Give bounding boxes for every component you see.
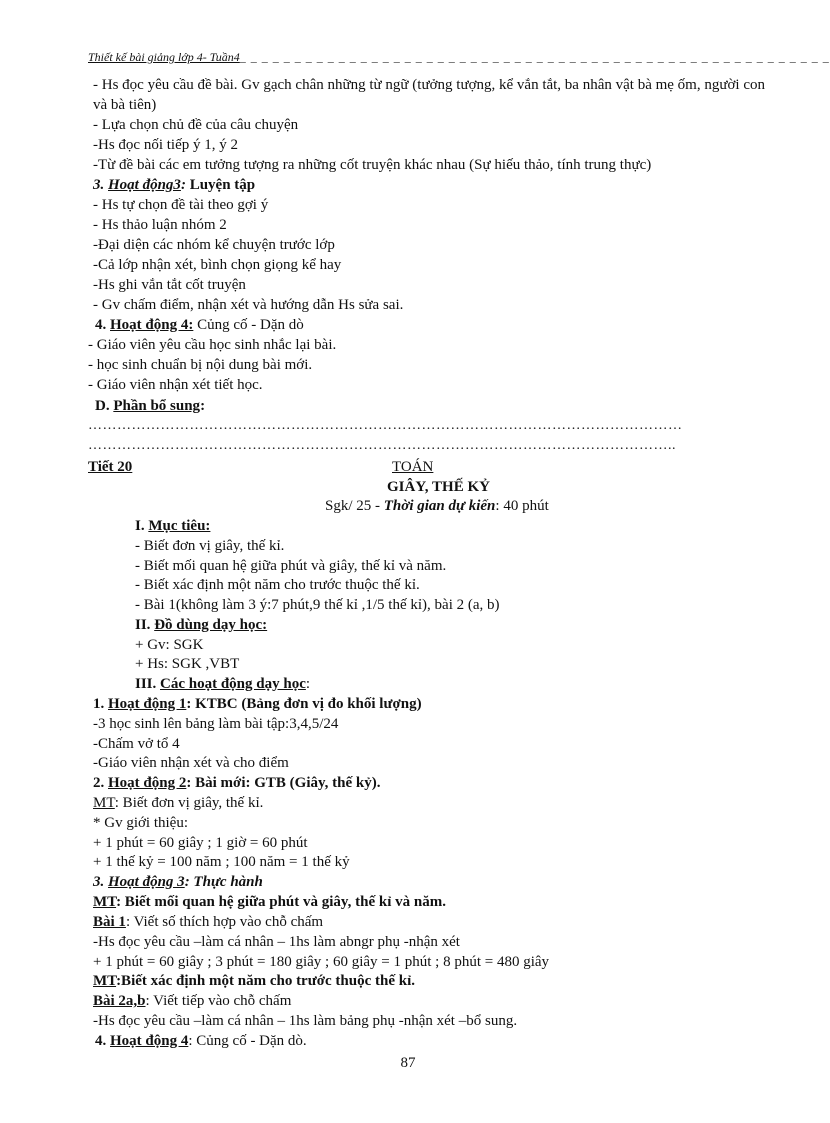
text-line: - Hs đọc yêu cầu đề bài. Gv gạch chân những từ ngữ (tưởng tượng, kể vắn tắt, ba nhân vật bà mẹ ốm, người con và bà tiên) xyxy=(93,77,765,113)
text-line: - Biết đơn vị giây, thế kỉ. xyxy=(135,538,285,554)
text-line: - Biết xác định một năm cho trước thuộc thế kỉ. xyxy=(135,577,420,593)
exercise-heading: Bài 1: Viết số thích hợp vào chỗ chấm xyxy=(93,914,324,930)
subject-title: TOÁN xyxy=(392,459,434,475)
text-line: + 1 phút = 60 giây ; 3 phút = 180 giây ; 60 giây = 1 phút ; 8 phút = 480 giây xyxy=(93,954,550,970)
text-line: + Hs: SGK ,VBT xyxy=(135,656,240,672)
page-number: 87 xyxy=(400,1055,416,1071)
activity-heading: 2. Hoạt động 2: Bài mới: GTB (Giây, thế kỷ). xyxy=(93,775,381,791)
text-line: -Cả lớp nhận xét, bình chọn giọng kể hay xyxy=(93,257,342,273)
section-heading: I. Mục tiêu: xyxy=(135,518,211,534)
dotted-line: ………………………………………………………………………………………………………….. xyxy=(88,438,676,453)
activity-heading: 1. Hoạt động 1: KTBC (Bảng đơn vị đo khối lượng) xyxy=(93,696,422,712)
text-line: -Giáo viên nhận xét và cho điểm xyxy=(93,755,289,771)
text-line: -3 học sinh lên bảng làm bài tập:3,4,5/24 xyxy=(93,716,339,732)
text-line: - Hs thảo luận nhóm 2 xyxy=(93,217,227,233)
text-line: -Chấm vở tổ 4 xyxy=(93,736,180,752)
supplement-heading: D. Phần bổ sung: xyxy=(95,398,206,414)
text-line: + 1 thế kỷ = 100 năm ; 100 năm = 1 thế kỷ xyxy=(93,854,350,870)
lesson-title: GIÂY, THẾ KỶ xyxy=(387,479,490,495)
text-line: -Hs ghi vắn tắt cốt truyện xyxy=(93,277,246,293)
objective-line: MT: Biết đơn vị giây, thế kỉ. xyxy=(93,795,264,811)
text-line: + 1 phút = 60 giây ; 1 giờ = 60 phút xyxy=(93,835,308,851)
text-line: -Đại diện các nhóm kể chuyện trước lớp xyxy=(93,237,335,253)
header-rule: _ _ _ _ _ _ _ _ _ _ _ _ _ _ _ _ _ _ _ _ _ _ _ _ _ _ _ _ _ _ _ _ _ _ _ _ _ _ _ _ _ _ _ _ _ _ _ _ _ _ _ _ _ _ xyxy=(239,50,830,64)
text-line: -Hs đọc yêu cầu –làm cá nhân – 1hs làm bảng phụ -nhận xét –bổ sung. xyxy=(93,1013,518,1029)
text-line: - Hs tự chọn đề tài theo gợi ý xyxy=(93,197,269,213)
activity-heading: 4. Hoạt động 4: Củng cố - Dặn dò xyxy=(95,317,304,333)
text-line: - Lựa chọn chủ đề của câu chuyện xyxy=(93,117,299,133)
text-line: - Giáo viên yêu cầu học sinh nhắc lại bài. xyxy=(88,337,337,353)
objective-line: MT:Biết xác định một năm cho trước thuộc thế kỉ. xyxy=(93,973,416,989)
activity-heading: 3. Hoạt động 3: Thực hành xyxy=(93,874,263,890)
text-line: - Giáo viên nhận xét tiết học. xyxy=(88,377,263,393)
section-heading: III. Các hoạt động dạy học: xyxy=(135,676,311,692)
text-line: - học sinh chuẩn bị nội dung bài mới. xyxy=(88,357,313,373)
header-title: Thiết kế bài giảng lớp 4- Tuần4 xyxy=(88,50,240,64)
section-heading: II. Đồ dùng dạy học: xyxy=(135,617,268,633)
text-line: -Hs đọc yêu cầu –làm cá nhân – 1hs làm abngr phụ -nhận xét xyxy=(93,934,460,950)
dotted-line: …………………………………………………………………………………………………………… xyxy=(88,418,683,433)
text-line: - Biết mối quan hệ giữa phút và giây, thế kỉ và năm. xyxy=(135,558,447,574)
text-line: -Hs đọc nối tiếp ý 1, ý 2 xyxy=(93,137,238,153)
lesson-number: Tiết 20 xyxy=(88,459,133,475)
text-line: * Gv giới thiệu: xyxy=(93,815,189,831)
text-line: - Bài 1(không làm 3 ý:7 phút,9 thế kỉ ,1/5 thế kỉ), bài 2 (a, b) xyxy=(135,597,500,613)
activity-heading: 4. Hoạt động 4: Củng cố - Dặn dò. xyxy=(95,1033,307,1049)
lesson-meta: Sgk/ 25 - Thời gian dự kiến: 40 phút xyxy=(325,498,549,514)
activity-heading: 3. Hoạt động3: Luyện tập xyxy=(93,177,256,193)
text-line: -Từ đề bài các em tưởng tượng ra những cốt truyện khác nhau (Sự hiếu thảo, tính trung thực) xyxy=(93,157,652,173)
text-line: + Gv: SGK xyxy=(135,637,204,653)
exercise-heading: Bài 2a,b: Viết tiếp vào chỗ chấm xyxy=(93,993,292,1009)
text-line: - Gv chấm điểm, nhận xét và hướng dẫn Hs sửa sai. xyxy=(93,297,404,313)
page-header xyxy=(88,50,830,65)
objective-line: MT: Biết mối quan hệ giữa phút và giây, thế kỉ và năm. xyxy=(93,894,446,910)
